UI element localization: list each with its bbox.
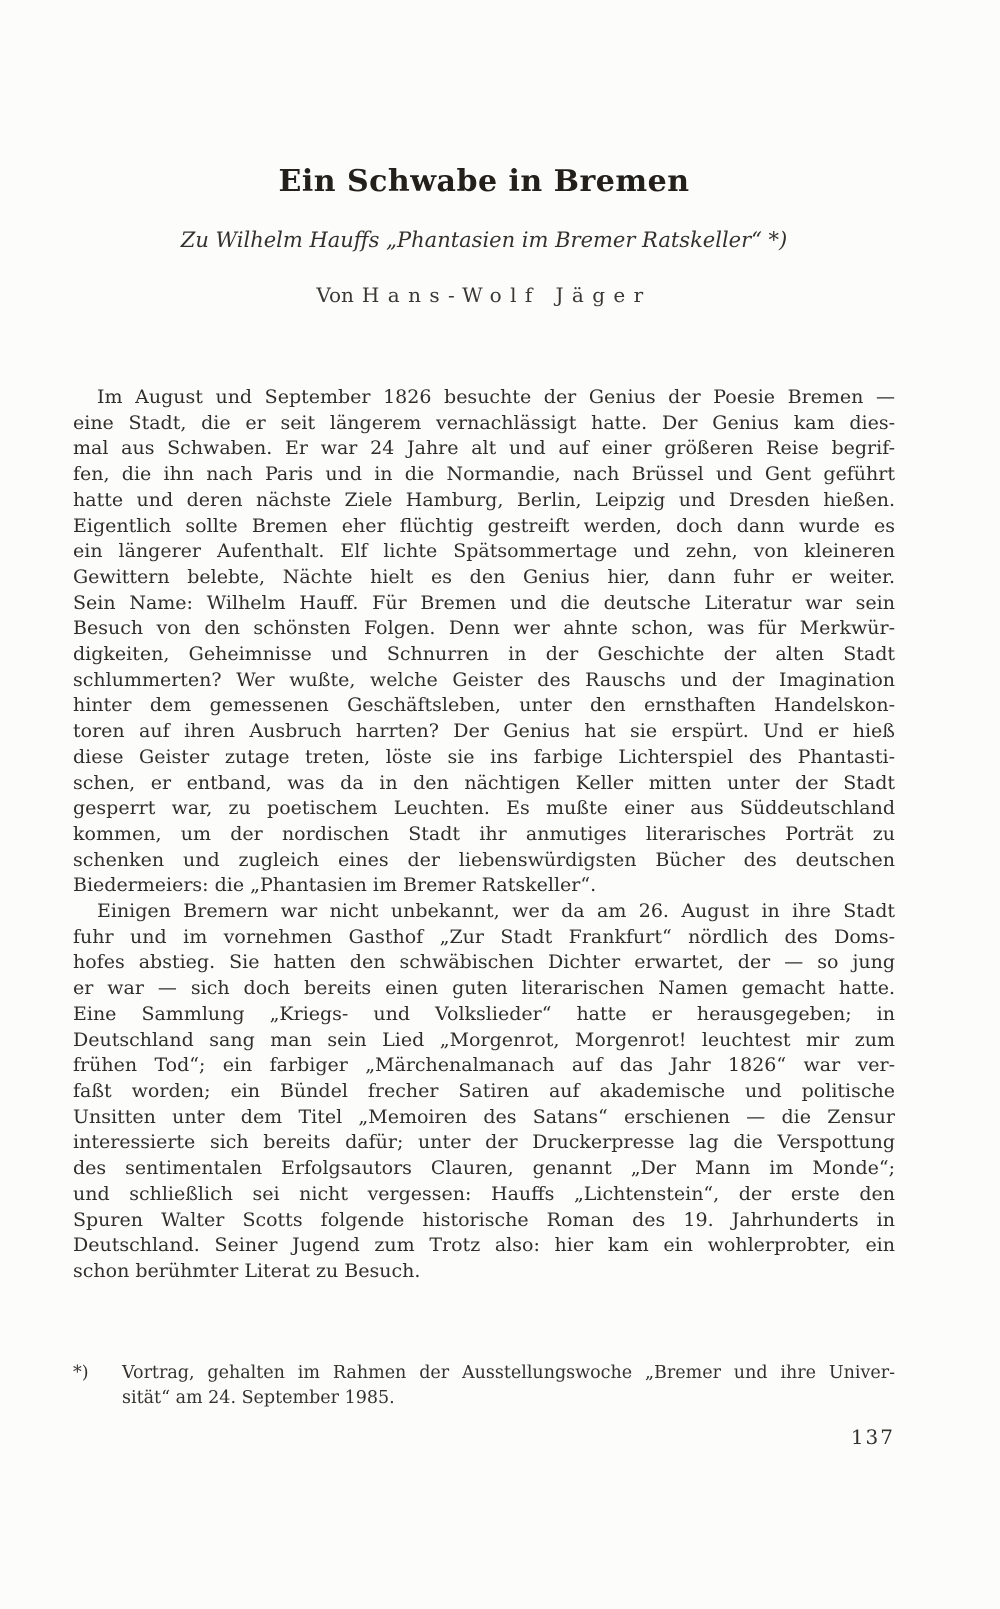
text-line: mal aus Schwaben. Er war 24 Jahre alt und auf einer größeren Reise begrif-	[73, 437, 895, 460]
text-line: ein längerer Aufenthalt. Elf lichte Spätsommertage und zehn, von kleineren	[73, 540, 895, 563]
text-line: interessierte sich bereits dafür; unter der Druckerpresse lag die Verspottung	[73, 1131, 895, 1154]
text-line: Im August und September 1826 besuchte der Genius der Poesie Bremen —	[97, 386, 895, 408]
text-line: Eigentlich sollte Bremen eher flüchtig gestreift werden, doch dann wurde es	[73, 514, 895, 537]
text-line: hinter dem gemessenen Geschäftsleben, unter den ernsthaften Handelskon-	[73, 694, 895, 717]
text-line: fen, die ihn nach Paris und in die Normandie, nach Brüssel und Gent geführt	[73, 463, 895, 486]
text-line: Biedermeiers: die „Phantasien im Bremer Ratskeller“.	[73, 874, 597, 897]
text-line: kommen, um der nordischen Stadt ihr anmutiges literarisches Porträt zu	[73, 822, 895, 845]
text-line: Spuren Walter Scotts folgende historische Roman des 19. Jahrhunderts in	[73, 1208, 895, 1231]
text-line: gesperrt war, zu poetischem Leuchten. Es mußte einer aus Süddeutschland	[73, 797, 895, 820]
text-line: Gewittern belebte, Nächte hielt es den Genius hier, dann fuhr er weiter.	[73, 565, 895, 588]
text-line: Deutschland sang man sein Lied „Morgenrot, Morgenrot! leuchtest mir zum	[73, 1028, 895, 1051]
text-line: frühen Tod“; ein farbiger „Märchenalmanach auf das Jahr 1826“ war ver-	[73, 1054, 895, 1077]
text-line: Besuch von den schönsten Folgen. Denn wer ahnte schon, was für Merkwür-	[73, 617, 895, 640]
text-line: Deutschland. Seiner Jugend zum Trotz also: hier kam ein wohlerprobter, ein	[73, 1234, 895, 1257]
text-line: faßt worden; ein Bündel frecher Satiren auf akademische und politische	[73, 1079, 895, 1102]
footnote	[73, 1361, 895, 1411]
footnote-marker: *)	[73, 1362, 89, 1383]
paragraph-1	[73, 385, 895, 899]
text-line: Vortrag, gehalten im Rahmen der Ausstellungswoche „Bremer und ihre Univer-	[122, 1362, 895, 1383]
paragraph-2	[73, 899, 895, 1285]
text-line: Sein Name: Wilhelm Hauff. Für Bremen und die deutsche Literatur war sein	[73, 591, 895, 614]
byline-author: Hans-Wolf Jäger	[361, 283, 652, 307]
text-line: diese Geister zutage treten, löste sie ins farbige Lichterspiel des Phantasti-	[73, 745, 895, 768]
text-line: Unsitten unter dem Titel „Memoiren des Satans“ erschienen — die Zensur	[73, 1105, 895, 1128]
text-line: Eine Sammlung „Kriegs- und Volkslieder“ hatte er herausgegeben; in	[73, 1002, 895, 1025]
text-line: fuhr und im vornehmen Gasthof „Zur Stadt Frankfurt“ nördlich des Doms-	[73, 925, 895, 948]
footnote-text	[122, 1361, 895, 1411]
article-title: Ein Schwabe in Bremen	[278, 164, 690, 199]
text-line: schen, er entband, was da in den nächtigen Keller mitten unter der Stadt	[73, 771, 895, 794]
article-subtitle: Zu Wilhelm Hauffs „Phantasien im Bremer Ratskeller“ *)	[180, 228, 788, 252]
byline-prefix: Von	[316, 283, 354, 307]
text-line: eine Stadt, die er seit längerem vernachlässigt hatte. Der Genius kam dies-	[73, 411, 895, 434]
page-number: 137	[850, 1424, 895, 1449]
text-line: schlummerten? Wer wußte, welche Geister des Rauschs und der Imagination	[73, 668, 895, 691]
text-line: schon berühmter Literat zu Besuch.	[73, 1259, 421, 1282]
article-byline	[73, 282, 895, 309]
text-line: toren auf ihren Ausbruch harrten? Der Genius hat sie erspürt. Und er hieß	[73, 720, 895, 743]
text-line: und schließlich sei nicht vergessen: Hauffs „Lichtenstein“, der erste den	[73, 1182, 895, 1205]
text-line: Einigen Bremern war nicht unbekannt, wer da am 26. August in ihre Stadt	[97, 900, 895, 923]
text-line: hatte und deren nächste Ziele Hamburg, Berlin, Leipzig und Dresden hießen.	[73, 488, 895, 511]
text-line: des sentimentalen Erfolgsautors Clauren, genannt „Der Mann im Monde“;	[73, 1157, 895, 1180]
page-content	[73, 0, 895, 1449]
text-line: hofes abstieg. Sie hatten den schwäbischen Dichter erwartet, der — so jung	[73, 951, 895, 974]
text-line: er war — sich doch bereits einen guten literarischen Namen gemacht hatte.	[73, 977, 895, 1000]
article-body	[73, 385, 895, 1285]
text-line: digkeiten, Geheimnisse und Schnurren in der Geschichte der alten Stadt	[73, 643, 895, 666]
text-line: schenken und zugleich eines der liebenswürdigsten Bücher des deutschen	[73, 848, 895, 871]
text-line: sität“ am 24. September 1985.	[122, 1387, 395, 1408]
